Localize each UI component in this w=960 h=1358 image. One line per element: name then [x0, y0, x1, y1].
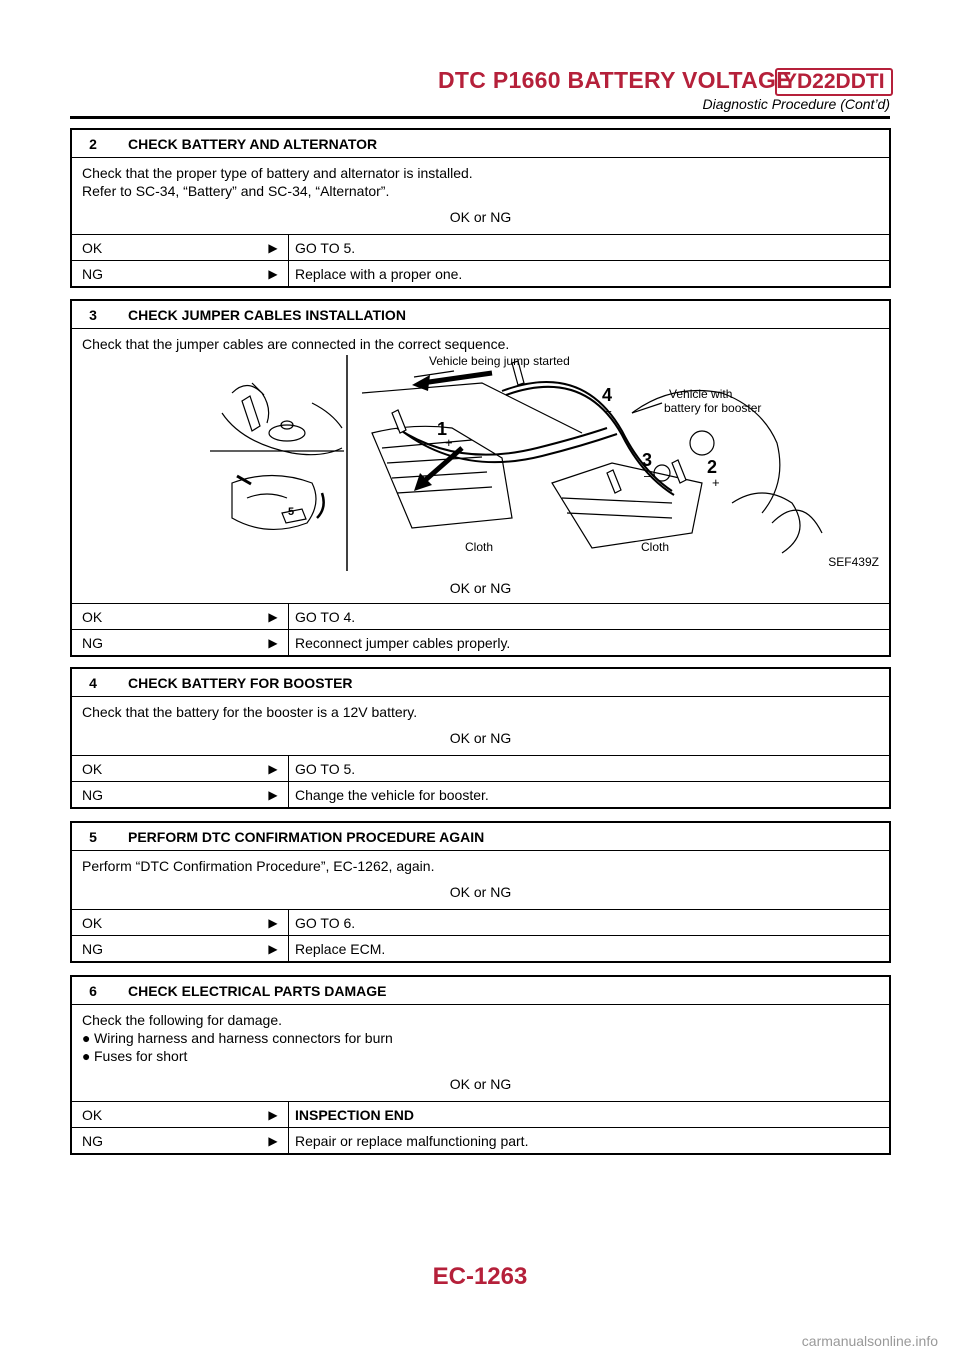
result-row-ok — [72, 755, 889, 781]
result-action: Change the vehicle for booster. — [288, 782, 889, 807]
plus-sign: + — [445, 435, 453, 450]
result-label: NG — [82, 1132, 103, 1149]
label-cloth-left: Cloth — [465, 540, 494, 554]
step-number-5: 5 — [288, 506, 295, 518]
ok-or-ng-label: OK or NG — [449, 1076, 512, 1092]
result-label: OK — [82, 1106, 103, 1123]
step-title: CHECK BATTERY AND ALTERNATOR — [128, 135, 378, 152]
result-label: NG — [82, 940, 103, 957]
description-line: Perform “DTC Confirmation Procedure”, EC-1262, again. — [82, 858, 435, 874]
description-line: Check that the battery for the booster is a 12V battery. — [82, 704, 418, 720]
bullet-icon: ● — [82, 1048, 91, 1064]
header-rule — [70, 116, 890, 119]
step-description — [72, 1004, 889, 1101]
step-6-block — [70, 975, 891, 1155]
result-row-ng — [72, 781, 889, 807]
ok-or-ng-label: OK or NG — [449, 209, 512, 225]
result-row-ok — [72, 603, 889, 629]
label-vehicle-with: Vehicle with — [669, 387, 733, 401]
result-action: Reconnect jumper cables properly. — [288, 630, 889, 655]
arrow-icon: ▶ — [268, 941, 278, 956]
result-action: INSPECTION END — [288, 1102, 889, 1127]
step-2-block — [70, 128, 891, 288]
result-label: OK — [82, 760, 103, 777]
step-header — [72, 823, 889, 850]
result-label: NG — [82, 786, 103, 803]
arrow-icon: ▶ — [268, 1133, 278, 1148]
arrow-icon: ▶ — [268, 609, 278, 624]
ok-or-ng-label: OK or NG — [449, 884, 512, 900]
page-number: EC-1263 — [432, 1263, 528, 1290]
watermark: carmanualsonline.info — [801, 1333, 938, 1349]
ok-or-ng-label: OK or NG — [449, 730, 512, 746]
bullet-icon: ● — [82, 1030, 91, 1046]
result-action: GO TO 5. — [288, 235, 889, 260]
description-line: Check the following for damage. — [82, 1012, 282, 1028]
plus-sign: + — [712, 475, 720, 490]
label-battery-for-booster: battery for booster — [664, 401, 762, 415]
step-number-4: 4 — [602, 385, 613, 405]
step-title: CHECK BATTERY FOR BOOSTER — [128, 674, 353, 691]
minus-sign: – — [644, 468, 652, 483]
result-label: OK — [82, 914, 103, 931]
result-label: OK — [82, 239, 103, 256]
bullet-text: Wiring harness and harness connectors for burn — [94, 1030, 393, 1046]
result-row-ok — [72, 234, 889, 260]
step-description — [72, 850, 889, 909]
step-header — [72, 977, 889, 1004]
bullet-item — [82, 1029, 879, 1047]
arrow-icon: ▶ — [268, 787, 278, 802]
result-row-ok — [72, 909, 889, 935]
figure-code: SEF439Z — [828, 555, 879, 569]
step-title: CHECK JUMPER CABLES INSTALLATION — [128, 306, 406, 323]
step-number-3: 3 — [642, 450, 653, 470]
description-line: Check that the jumper cables are connected in the correct sequence. — [82, 336, 510, 352]
result-label: NG — [82, 265, 103, 282]
step-header — [72, 669, 889, 696]
step-number-2: 2 — [707, 457, 718, 477]
result-label: OK — [82, 608, 103, 625]
step-number: 5 — [89, 828, 97, 845]
result-action: Repair or replace malfunctioning part. — [288, 1128, 889, 1153]
result-action: GO TO 6. — [288, 910, 889, 935]
step-number-1: 1 — [437, 419, 448, 439]
step-title: PERFORM DTC CONFIRMATION PROCEDURE AGAIN — [128, 828, 485, 845]
arrow-icon: ▶ — [268, 266, 278, 281]
result-row-ng — [72, 935, 889, 961]
result-row-ng — [72, 260, 889, 286]
ok-or-ng-label: OK or NG — [449, 580, 512, 596]
step-3-block — [70, 299, 891, 657]
step-title: CHECK ELECTRICAL PARTS DAMAGE — [128, 982, 387, 999]
step-number: 2 — [89, 135, 97, 152]
result-action: Replace with a proper one. — [288, 261, 889, 286]
step-number: 3 — [89, 306, 97, 323]
step-header — [72, 130, 889, 157]
jumper-cable-figure — [72, 353, 889, 573]
header-title: DTC P1660 BATTERY VOLTAGE — [438, 67, 792, 93]
step-description — [72, 696, 889, 755]
description-line: Check that the proper type of battery and alternator is installed. — [82, 165, 473, 181]
step-description — [72, 157, 889, 234]
result-label: NG — [82, 634, 103, 651]
result-action: GO TO 4. — [288, 604, 889, 629]
step-description — [72, 328, 889, 603]
minus-sign: – — [604, 403, 612, 418]
arrow-icon: ▶ — [268, 761, 278, 776]
bullet-text: Fuses for short — [94, 1048, 188, 1064]
label-vehicle-jump-started: Vehicle being jump started — [429, 354, 570, 368]
arrow-icon: ▶ — [268, 635, 278, 650]
result-row-ok — [72, 1101, 889, 1127]
bullet-item — [82, 1047, 879, 1065]
step-4-block — [70, 667, 891, 809]
step-5-block — [70, 821, 891, 963]
result-action: Replace ECM. — [288, 936, 889, 961]
result-row-ng — [72, 629, 889, 655]
arrow-icon: ▶ — [268, 915, 278, 930]
step-number: 4 — [89, 674, 97, 691]
label-cloth-right: Cloth — [641, 540, 670, 554]
engine-badge: YD22DDTI — [775, 68, 893, 96]
arrow-icon: ▶ — [268, 1107, 278, 1122]
step-header — [72, 301, 889, 328]
arrow-icon: ▶ — [268, 240, 278, 255]
jumper-cable-illustration — [72, 353, 889, 573]
step-number: 6 — [89, 982, 97, 999]
description-line: Refer to SC-34, “Battery” and SC-34, “Alternator”. — [82, 183, 390, 199]
result-action: GO TO 5. — [288, 756, 889, 781]
result-row-ng — [72, 1127, 889, 1153]
header-subtitle: Diagnostic Procedure (Cont’d) — [702, 96, 890, 112]
